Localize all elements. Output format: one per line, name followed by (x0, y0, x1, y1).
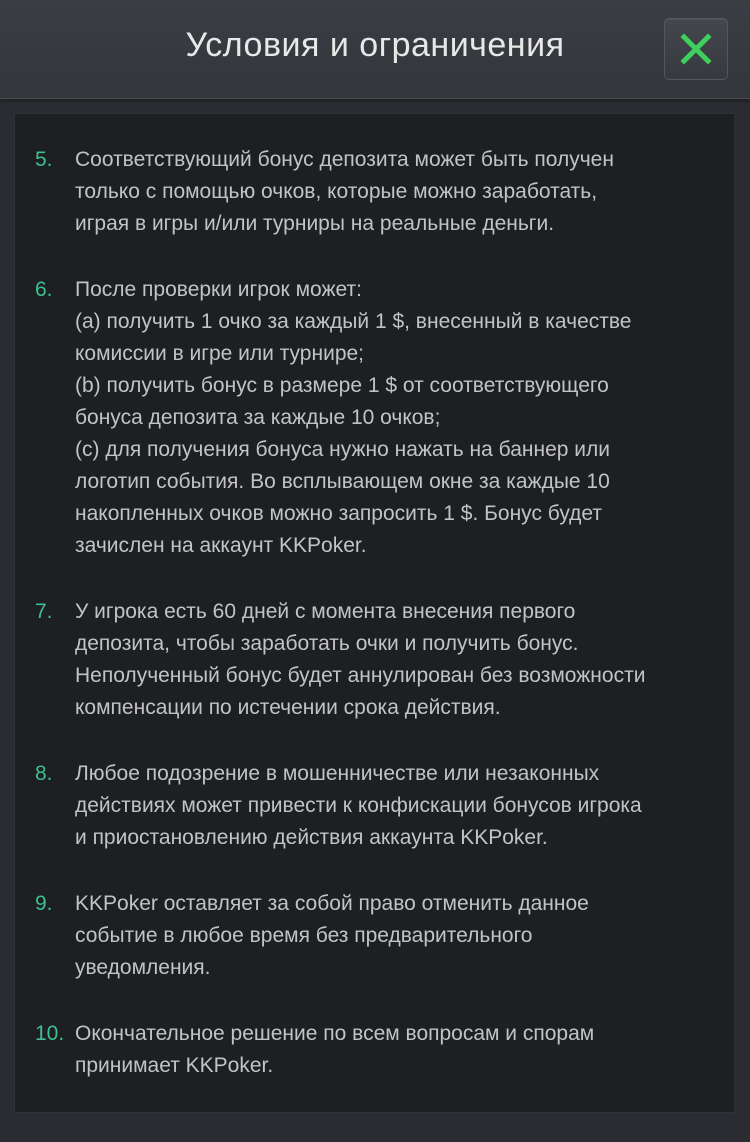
term-number: 6. (35, 278, 53, 301)
close-button[interactable] (664, 18, 728, 80)
term-line: компенсации по истечении срока действия. (75, 696, 501, 719)
terms-list (15, 144, 734, 1116)
term-item (15, 1018, 734, 1082)
term-line: и приостановлению действия аккаунта KKPoker. (75, 826, 548, 849)
page-title: Условия и ограничения (185, 26, 565, 64)
term-line: зачислен на аккаунт KKPoker. (75, 534, 367, 557)
term-line: Любое подозрение в мошенничестве или незаконных (75, 762, 600, 785)
terms-panel[interactable] (14, 113, 735, 1113)
term-line: (a) получить 1 очко за каждый 1 $, внесенный в качестве (75, 310, 632, 333)
close-icon (680, 33, 712, 65)
term-line: Соответствующий бонус депозита может быть получен (75, 148, 614, 171)
term-line: комиссии в игре или турнире; (75, 342, 365, 365)
term-line: играя в игры и/или турниры на реальные деньги. (75, 212, 555, 235)
term-line: Окончательное решение по всем вопросам и спорам (75, 1022, 595, 1045)
term-number: 10. (35, 1022, 65, 1045)
term-number: 9. (35, 892, 53, 915)
term-item (15, 758, 734, 854)
term-line: накопленных очков можно запросить 1 $. Бонус будет (75, 502, 602, 525)
term-line: действиях может привести к конфискации бонусов игрока (75, 794, 642, 817)
term-line: уведомления. (75, 956, 211, 979)
term-item (15, 274, 734, 562)
term-line: (b) получить бонус в размере 1 $ от соответствующего (75, 374, 609, 397)
term-item (15, 144, 734, 240)
term-line: только с помощью очков, которые можно заработать, (75, 180, 598, 203)
term-item (15, 596, 734, 724)
term-line: Неполученный бонус будет аннулирован без возможности (75, 664, 646, 687)
header-bar (0, 0, 750, 99)
term-line: принимает KKPoker. (75, 1054, 274, 1077)
term-line: бонуса депозита за каждые 10 очков; (75, 406, 441, 429)
term-line: депозита, чтобы заработать очки и получить бонус. (75, 632, 579, 655)
term-number: 7. (35, 600, 53, 623)
term-number: 5. (35, 148, 53, 171)
term-line: событие в любое время без предварительного (75, 924, 533, 947)
term-line: логотип события. Во всплывающем окне за каждые 10 (75, 470, 610, 493)
term-line: У игрока есть 60 дней с момента внесения первого (75, 600, 576, 623)
term-item (15, 888, 734, 984)
term-line: (c) для получения бонуса нужно нажать на баннер или (75, 438, 610, 461)
term-line: После проверки игрок может: (75, 278, 362, 301)
term-line: KKPoker оставляет за собой право отменить данное (75, 892, 589, 915)
term-number: 8. (35, 762, 53, 785)
